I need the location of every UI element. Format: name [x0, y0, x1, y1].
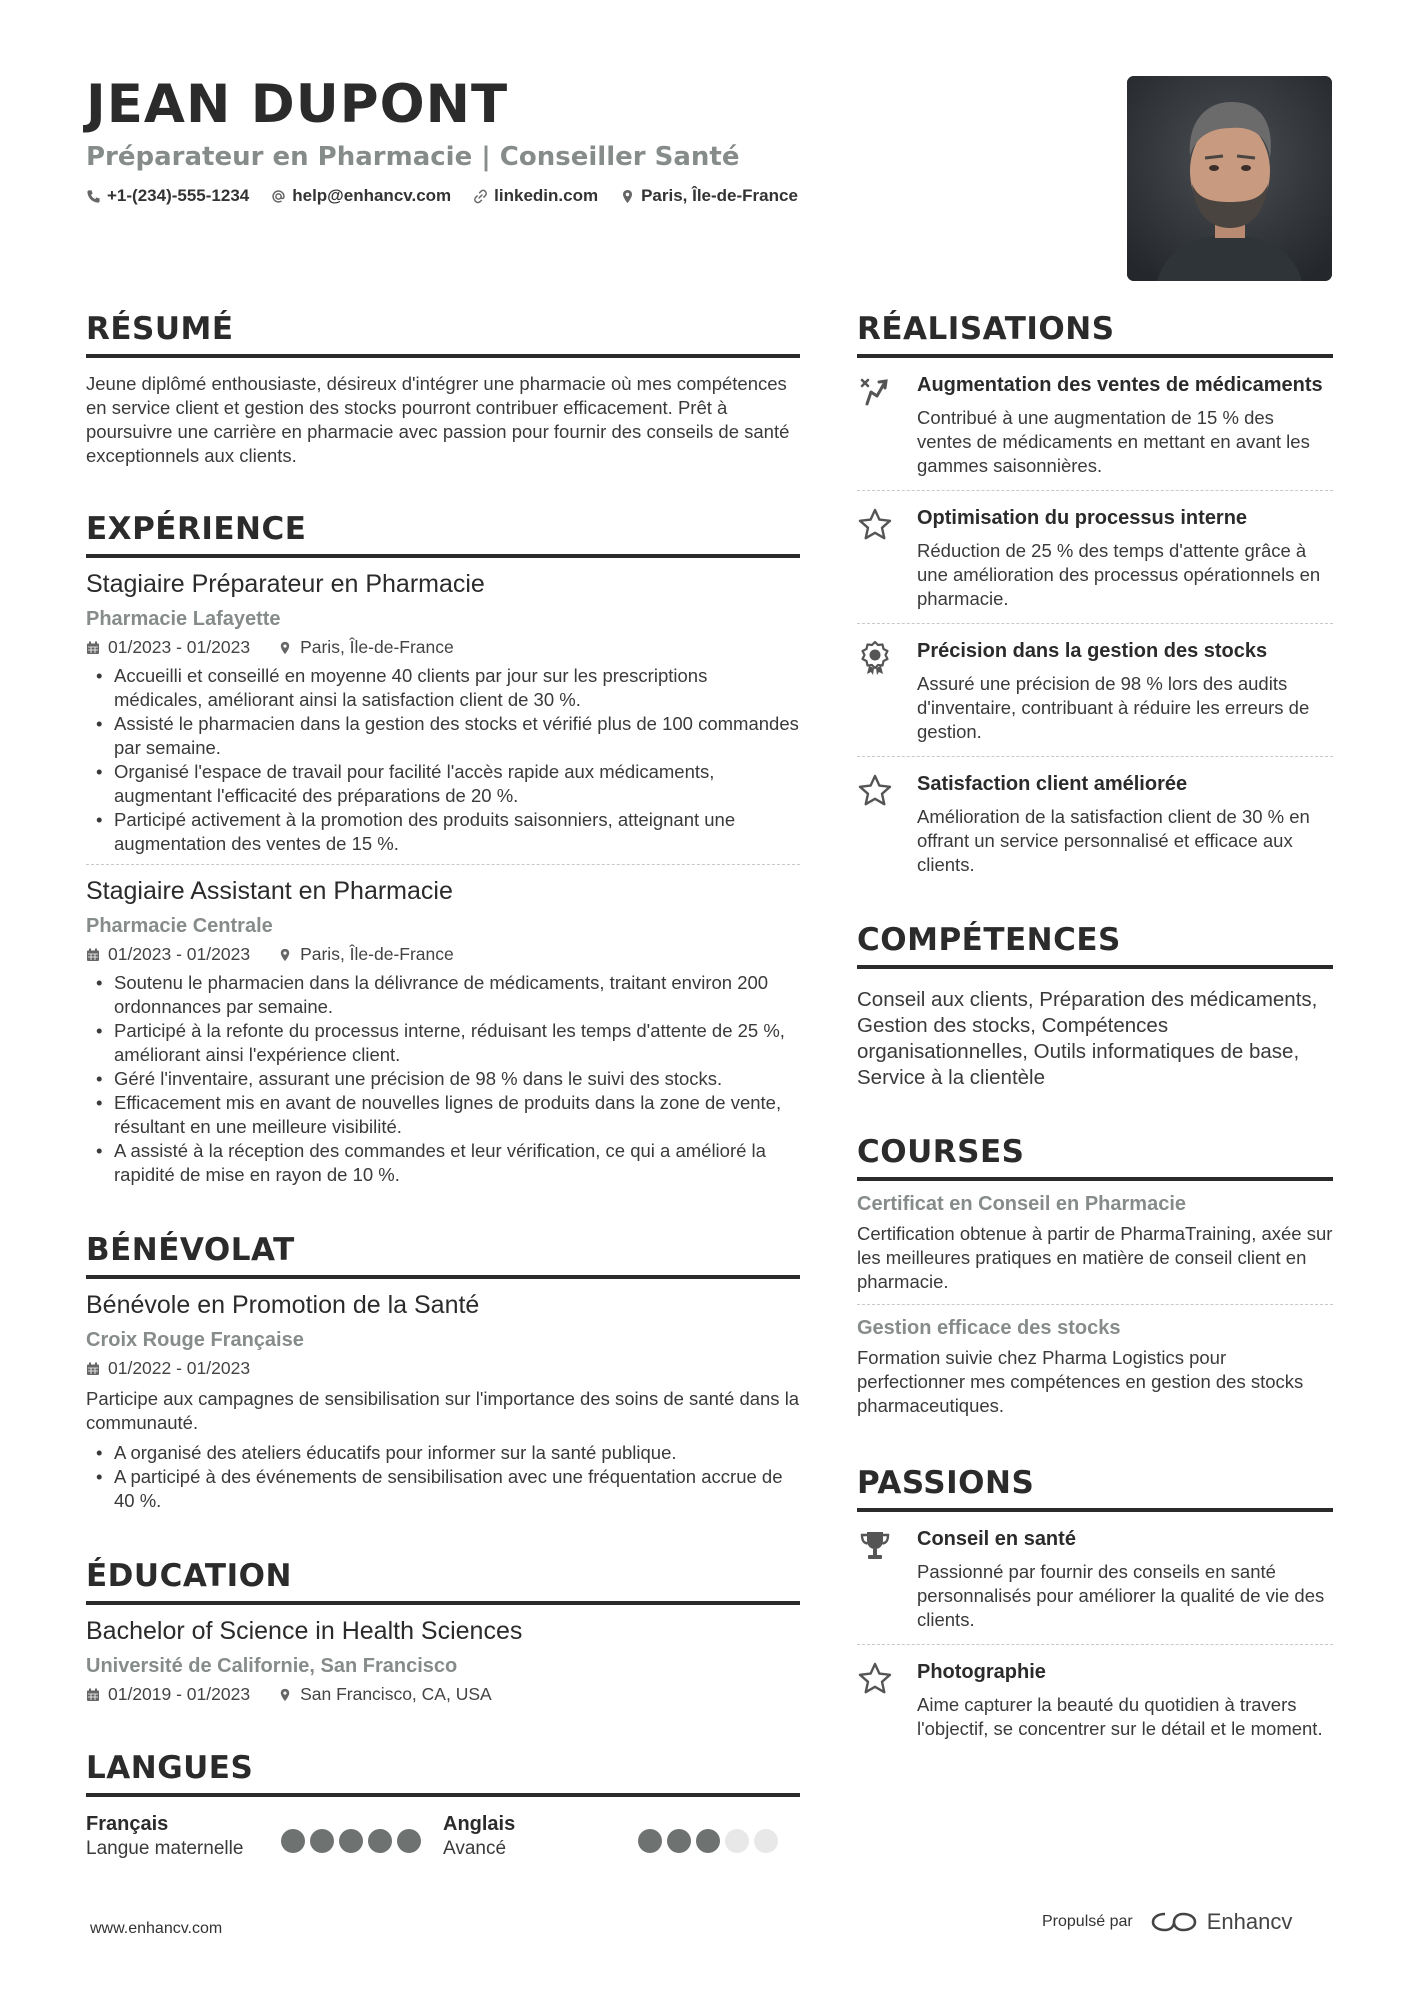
footer-branding — [1042, 1909, 1292, 1935]
location-text: Paris, Île-de-France — [641, 186, 798, 205]
education-entry — [86, 1605, 800, 1713]
job-title: Stagiaire Assistant en Pharmacie — [86, 877, 453, 905]
section-heading: PASSIONS — [857, 1462, 1333, 1512]
calendar-icon — [86, 948, 100, 962]
location-pin-icon — [620, 189, 635, 204]
star-icon — [857, 773, 893, 809]
volunteer-bullets — [86, 1441, 800, 1513]
degree-title: Bachelor of Science in Health Sciences — [86, 1617, 523, 1645]
job-location: Paris, Île-de-France — [300, 637, 454, 657]
education-section — [86, 1555, 800, 1713]
passions-section — [857, 1462, 1333, 1753]
star-icon — [857, 507, 893, 543]
bullet-item: • A organisé des ateliers éducatifs pour informer sur la santé publique. — [86, 1441, 800, 1465]
achievement-desc: Réduction de 25 % des temps d'attente grâce à une amélioration des processus opérationnels en pharmacie. — [917, 540, 1321, 609]
passion-item — [857, 1512, 1333, 1644]
section-heading: BÉNÉVOLAT — [86, 1229, 800, 1279]
job-bullets — [86, 971, 800, 1187]
passion-desc: Aime capturer la beauté du quotidien à travers l'objectif, se concentrer sur le détail et le moment. — [917, 1694, 1323, 1739]
job-meta — [86, 637, 800, 658]
job-bullets — [86, 664, 800, 856]
location-pin-icon — [278, 1688, 292, 1702]
section-heading: ÉDUCATION — [86, 1555, 800, 1605]
volunteer-title: Bénévole en Promotion de la Santé — [86, 1291, 480, 1319]
rating-dot — [339, 1829, 363, 1853]
achievements-section — [857, 308, 1333, 889]
trophy-icon — [857, 1528, 893, 1564]
section-heading: RÉSUMÉ — [86, 308, 800, 358]
phone-text: +1-(234)-555-1234 — [107, 186, 250, 205]
language-item — [86, 1813, 443, 1860]
job-entry — [86, 864, 800, 1195]
right-column — [857, 308, 1333, 1793]
language-name: Anglais — [443, 1813, 516, 1835]
bullet-item: • A participé à des événements de sensibilisation avec une fréquentation accrue de 40 %. — [86, 1465, 800, 1513]
course-item — [857, 1181, 1333, 1304]
full-name: JEAN DUPONT — [86, 74, 509, 135]
course-item — [857, 1304, 1333, 1428]
company-name: Pharmacie Lafayette — [86, 608, 281, 630]
contact-phone[interactable] — [86, 186, 249, 206]
medal-icon — [857, 640, 893, 676]
skills-section — [857, 919, 1333, 1091]
bullet-item: • Soutenu le pharmacien dans la délivrance de médicaments, traitant environ 200 ordonnances par semaine. — [86, 971, 800, 1019]
language-level: Langue maternelle — [86, 1838, 244, 1859]
passion-item — [857, 1644, 1333, 1753]
rating-dot — [667, 1829, 691, 1853]
bullet-item: • Assisté le pharmacien dans la gestion des stocks et vérifié plus de 100 commandes par semaine. — [86, 712, 800, 760]
brand-logo[interactable] — [1151, 1909, 1293, 1935]
volunteer-description: Participe aux campagnes de sensibilisation sur l'importance des soins de santé dans la communauté. — [86, 1388, 800, 1433]
rating-dot — [368, 1829, 392, 1853]
school-name: Université de Californie, San Francisco — [86, 1655, 458, 1677]
bullet-item: • Géré l'inventaire, assurant une précision de 98 % dans le suivi des stocks. — [86, 1067, 800, 1091]
section-heading: COURSES — [857, 1131, 1333, 1181]
skills-text: Conseil aux clients, Préparation des médicaments, Gestion des stocks, Compétences organisationnelles, Outils informatiques de base, Service à la clientèle — [857, 988, 1318, 1089]
rating-dot — [397, 1829, 421, 1853]
language-list — [86, 1813, 800, 1860]
enhancv-logo-icon — [1151, 1910, 1197, 1934]
achievement-title: Satisfaction client améliorée — [917, 773, 1188, 795]
language-level: Avancé — [443, 1838, 507, 1859]
job-location: Paris, Île-de-France — [300, 944, 454, 964]
bullet-item: • Participé activement à la promotion des produits saisonniers, atteignant une augmentation des ventes de 15 %. — [86, 808, 800, 856]
star-icon — [857, 1661, 893, 1697]
bullet-item: • Accueilli et conseillé en moyenne 40 clients par jour sur les prescriptions médicales, améliorant ainsi la satisfaction client de 30 %. — [86, 664, 800, 712]
section-heading: LANGUES — [86, 1747, 800, 1797]
linkedin-text: linkedin.com — [494, 186, 599, 205]
company-name: Pharmacie Centrale — [86, 915, 273, 937]
job-title: Stagiaire Préparateur en Pharmacie — [86, 570, 485, 598]
calendar-icon — [86, 641, 100, 655]
contact-bar — [86, 186, 1086, 206]
job-dates: 01/2023 - 01/2023 — [108, 944, 251, 964]
volunteer-dates: 01/2022 - 01/2023 — [108, 1358, 251, 1378]
passion-title: Photographie — [917, 1661, 1046, 1683]
left-column — [86, 308, 800, 1900]
at-sign-icon — [271, 189, 286, 204]
languages-section — [86, 1747, 800, 1860]
achievement-desc: Amélioration de la satisfaction client de 30 % en offrant un service personnalisé et efficace aux clients. — [917, 806, 1310, 875]
organization-name: Croix Rouge Française — [86, 1329, 304, 1351]
contact-location — [620, 186, 798, 206]
profile-photo — [1127, 76, 1332, 281]
job-headline: Préparateur en Pharmacie | Conseiller Santé — [86, 142, 740, 172]
phone-icon — [86, 189, 101, 204]
achievement-item — [857, 490, 1333, 623]
achievement-title: Optimisation du processus interne — [917, 507, 1248, 529]
rating-dot — [725, 1829, 749, 1853]
section-heading: RÉALISATIONS — [857, 308, 1333, 358]
volunteer-meta — [86, 1358, 800, 1379]
resume-header — [86, 74, 1086, 206]
achievement-title: Précision dans la gestion des stocks — [917, 640, 1268, 662]
rating-dot — [638, 1829, 662, 1853]
achievement-desc: Assuré une précision de 98 % lors des audits d'inventaire, contribuant à réduire les erreurs de gestion. — [917, 673, 1310, 742]
brand-name: Enhancv — [1206, 1909, 1293, 1934]
bullet-item: • A assisté à la réception des commandes et leur vérification, ce qui a amélioré la rapidité de mise en rayon de 10 %. — [86, 1139, 800, 1187]
courses-section — [857, 1131, 1333, 1428]
calendar-icon — [86, 1362, 100, 1376]
location-pin-icon — [278, 948, 292, 962]
volunteer-section — [86, 1229, 800, 1521]
powered-by-text: Propulsé par — [1042, 1913, 1133, 1930]
bullet-item: • Organisé l'espace de travail pour facilité l'accès rapide aux médicaments, augmentant l'efficacité des préparations de 20 %. — [86, 760, 800, 808]
passion-title: Conseil en santé — [917, 1528, 1076, 1550]
contact-linkedin[interactable] — [473, 186, 598, 206]
job-meta — [86, 944, 800, 965]
rating-dot — [281, 1829, 305, 1853]
achievement-item — [857, 358, 1333, 490]
summary-text: Jeune diplômé enthousiaste, désireux d'intégrer une pharmacie où mes compétences en service client et gestion des stocks pourront contribuer efficacement. Prêt à poursuivre une carrière en pharmacie avec passion pour fournir des conseils de santé exceptionnels aux clients. — [86, 373, 790, 466]
language-rating — [638, 1829, 778, 1860]
achievement-item — [857, 756, 1333, 889]
course-title: Certificat en Conseil en Pharmacie — [857, 1193, 1187, 1215]
footer-website[interactable]: www.enhancv.com — [90, 1920, 223, 1937]
link-icon — [473, 189, 488, 204]
achievement-title: Augmentation des ventes de médicaments — [917, 374, 1323, 396]
course-desc: Certification obtenue à partir de PharmaTraining, axée sur les meilleures pratiques en matière de conseil client en pharmacie. — [857, 1223, 1333, 1292]
summary-section — [86, 308, 800, 468]
growth-arrow-icon — [857, 374, 893, 410]
location-pin-icon — [278, 641, 292, 655]
passion-desc: Passionné par fournir des conseils en santé personnalisés pour améliorer la qualité de vie des clients. — [917, 1561, 1325, 1630]
volunteer-entry — [86, 1279, 800, 1521]
bullet-item: • Participé à la refonte du processus interne, réduisant les temps d'attente de 25 %, améliorant ainsi l'expérience client. — [86, 1019, 800, 1067]
achievement-item — [857, 623, 1333, 756]
job-dates: 01/2023 - 01/2023 — [108, 637, 251, 657]
education-meta — [86, 1684, 800, 1705]
language-name: Français — [86, 1813, 169, 1835]
bullet-item: • Efficacement mis en avant de nouvelles lignes de produits dans la zone de vente, résultant en une meilleure visibilité. — [86, 1091, 800, 1139]
rating-dot — [754, 1829, 778, 1853]
job-entry — [86, 558, 800, 864]
education-location: San Francisco, CA, USA — [300, 1684, 492, 1704]
course-title: Gestion efficace des stocks — [857, 1317, 1121, 1339]
education-dates: 01/2019 - 01/2023 — [108, 1684, 251, 1704]
rating-dot — [696, 1829, 720, 1853]
language-rating — [281, 1829, 421, 1860]
rating-dot — [310, 1829, 334, 1853]
achievement-desc: Contribué à une augmentation de 15 % des ventes de médicaments en mettant en avant les gammes saisonnières. — [917, 407, 1310, 476]
calendar-icon — [86, 1688, 100, 1702]
language-item — [443, 1813, 800, 1860]
email-text: help@enhancv.com — [292, 186, 452, 205]
experience-section — [86, 508, 800, 1195]
contact-email[interactable] — [271, 186, 451, 206]
section-heading: EXPÉRIENCE — [86, 508, 800, 558]
section-heading: COMPÉTENCES — [857, 919, 1333, 969]
course-desc: Formation suivie chez Pharma Logistics pour perfectionner mes compétences en gestion des stocks pharmaceutiques. — [857, 1347, 1304, 1416]
